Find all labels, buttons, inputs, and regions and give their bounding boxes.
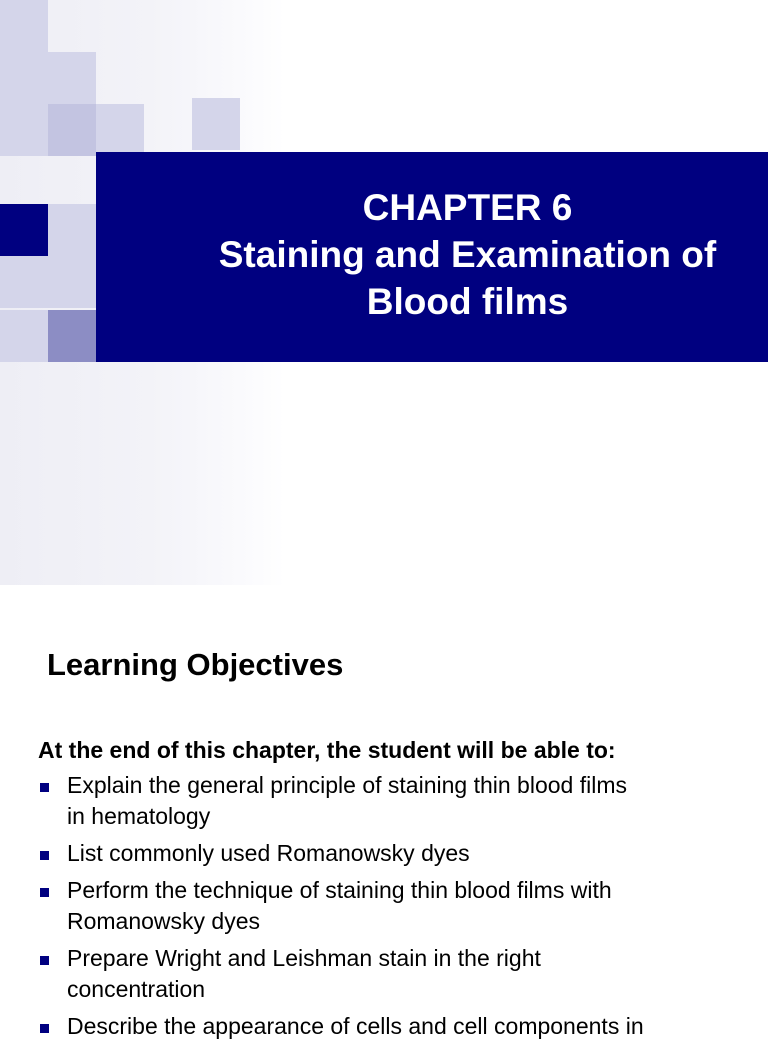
- square-bullet-icon: [40, 956, 49, 965]
- bullet-line: List commonly used Romanowsky dyes: [67, 840, 470, 866]
- square-bullet-icon: [40, 1024, 49, 1033]
- title-line-2: Blood films: [366, 281, 569, 322]
- decor-square: [0, 0, 48, 52]
- bullet-line: Describe the appearance of cells and cell components in: [67, 1013, 644, 1039]
- decor-square: [48, 256, 96, 308]
- decor-square: [0, 52, 48, 104]
- decor-square: [48, 104, 96, 156]
- bullet-line: Prepare Wright and Leishman stain in the right: [67, 945, 541, 971]
- bullet-line: in hematology: [67, 803, 211, 829]
- bullet-line: Romanowsky dyes: [67, 908, 261, 934]
- objectives-slide: [0, 599, 768, 1039]
- decor-square: [192, 98, 240, 150]
- list-item: [38, 943, 738, 1005]
- title-line-1: Staining and Examination of: [218, 234, 717, 275]
- list-item: [38, 1011, 738, 1042]
- square-bullet-icon: [40, 888, 49, 897]
- decor-square: [0, 310, 48, 362]
- decor-square: [48, 204, 96, 256]
- decor-square: [0, 256, 48, 308]
- bullet-line: concentration: [67, 976, 206, 1002]
- title-band-tab: [0, 204, 48, 256]
- list-item: [38, 875, 738, 937]
- objectives-intro: At the end of this chapter, the student will be able to:: [38, 737, 616, 763]
- slide-divider: [0, 585, 768, 599]
- decor-square: [96, 104, 144, 156]
- decor-square: [48, 310, 96, 362]
- objectives-list: [38, 770, 738, 1048]
- decor-square: [0, 104, 48, 156]
- slide-title: [190, 184, 745, 325]
- bullet-line: Explain the general principle of staining thin blood films: [67, 772, 627, 798]
- square-bullet-icon: [40, 783, 49, 792]
- list-item: [38, 770, 738, 832]
- bullet-line: Perform the technique of staining thin blood films with: [67, 877, 612, 903]
- list-item: [38, 838, 738, 869]
- square-bullet-icon: [40, 851, 49, 860]
- objectives-heading: Learning Objectives: [47, 647, 344, 682]
- decor-square: [48, 52, 96, 104]
- chapter-label: CHAPTER 6: [362, 187, 573, 228]
